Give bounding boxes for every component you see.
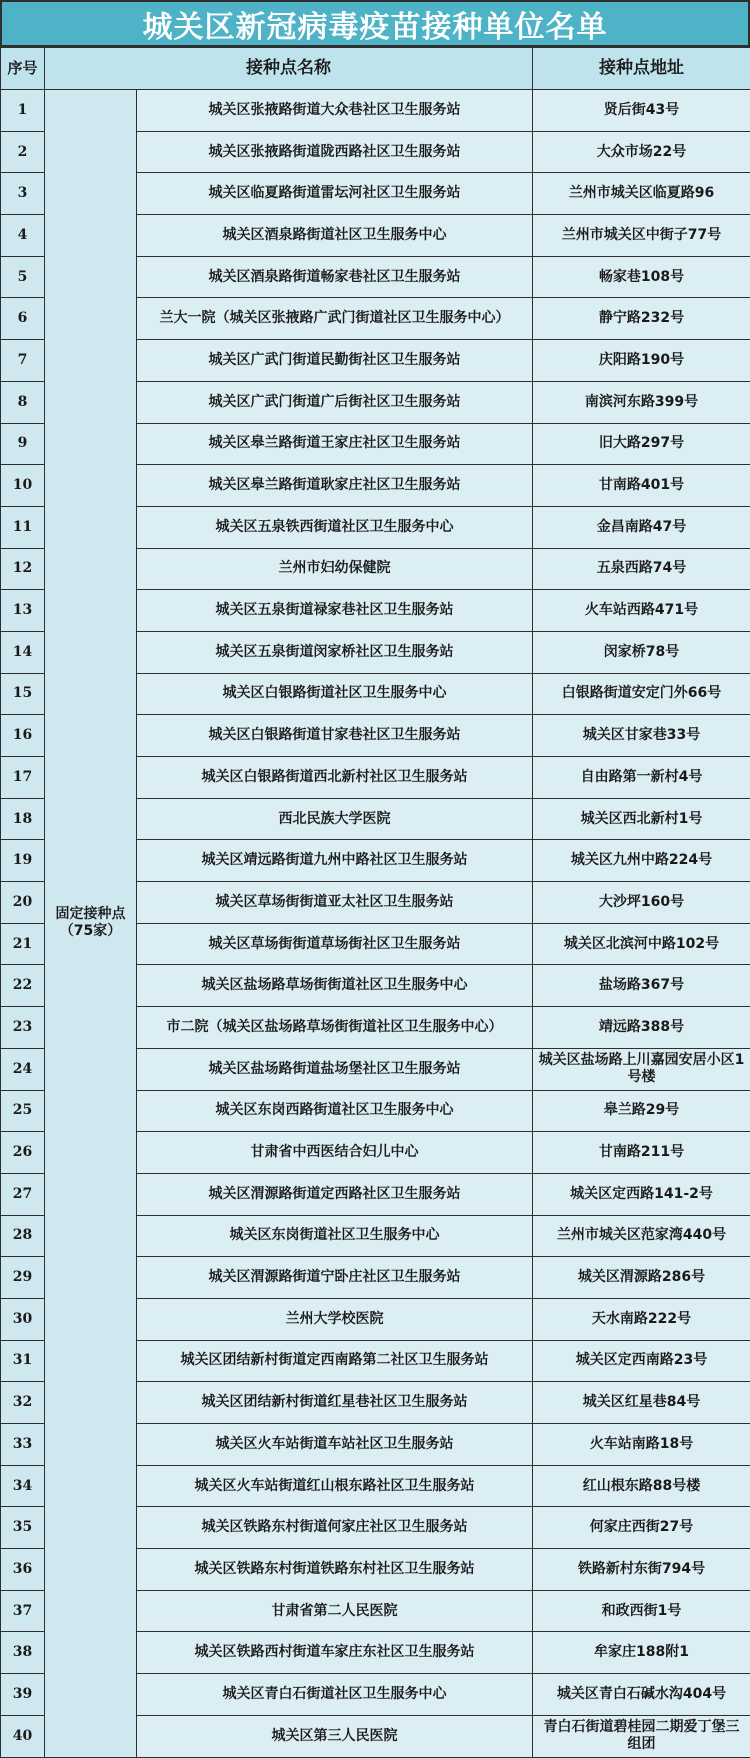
- row-seq: 22: [1, 965, 45, 1007]
- site-name: 甘肃省中西医结合妇儿中心: [137, 1132, 533, 1174]
- site-address: 贤后街43号: [533, 90, 750, 132]
- vaccination-sites-table: [0, 47, 750, 1758]
- site-address: 城关区北滨河中路102号: [533, 923, 750, 965]
- site-name: 兰大一院（城关区张掖路广武门街道社区卫生服务中心）: [137, 298, 533, 340]
- row-seq: 26: [1, 1132, 45, 1174]
- row-seq: 6: [1, 298, 45, 340]
- site-address: 兰州市城关区临夏路96: [533, 173, 750, 215]
- row-seq: 15: [1, 673, 45, 715]
- table-row: [1, 90, 750, 132]
- row-seq: 37: [1, 1590, 45, 1632]
- site-address: 庆阳路190号: [533, 340, 750, 382]
- site-address: 五泉西路74号: [533, 548, 750, 590]
- site-name: 城关区盐场路草场街街道社区卫生服务中心: [137, 965, 533, 1007]
- row-seq: 12: [1, 548, 45, 590]
- row-seq: 2: [1, 131, 45, 173]
- row-seq: 33: [1, 1424, 45, 1466]
- row-seq: 38: [1, 1632, 45, 1674]
- site-address: 城关区西北新村1号: [533, 798, 750, 840]
- site-address: 静宁路232号: [533, 298, 750, 340]
- site-name: 城关区团结新村街道定西南路第二社区卫生服务站: [137, 1340, 533, 1382]
- site-name: 城关区白银路街道西北新村社区卫生服务站: [137, 757, 533, 799]
- site-address: 大众市场22号: [533, 131, 750, 173]
- site-address: 南滨河东路399号: [533, 381, 750, 423]
- category-label: 固定接种点（75家）: [45, 90, 137, 1758]
- site-address: 城关区九州中路224号: [533, 840, 750, 882]
- site-address: 畅家巷108号: [533, 256, 750, 298]
- site-name: 兰州大学校医院: [137, 1298, 533, 1340]
- site-address: 城关区红星巷84号: [533, 1382, 750, 1424]
- site-name: 城关区五泉铁西街道社区卫生服务中心: [137, 506, 533, 548]
- row-seq: 29: [1, 1257, 45, 1299]
- site-address: 兰州市城关区中街子77号: [533, 215, 750, 257]
- row-seq: 24: [1, 1048, 45, 1090]
- site-name: 城关区临夏路街道雷坛河社区卫生服务站: [137, 173, 533, 215]
- site-name: 城关区渭源路街道宁卧庄社区卫生服务站: [137, 1257, 533, 1299]
- row-seq: 5: [1, 256, 45, 298]
- page-title: 城关区新冠病毒疫苗接种单位名单: [0, 0, 750, 47]
- row-seq: 32: [1, 1382, 45, 1424]
- site-address: 靖远路388号: [533, 1007, 750, 1049]
- site-name: 城关区广武门街道民勤街社区卫生服务站: [137, 340, 533, 382]
- row-seq: 7: [1, 340, 45, 382]
- site-address: 城关区甘家巷33号: [533, 715, 750, 757]
- site-name: 市二院（城关区盐场路草场街街道社区卫生服务中心）: [137, 1007, 533, 1049]
- site-name: 城关区酒泉路街道社区卫生服务中心: [137, 215, 533, 257]
- site-name: 城关区草场街街道草场街社区卫生服务站: [137, 923, 533, 965]
- site-address: 何家庄西街27号: [533, 1507, 750, 1549]
- row-seq: 18: [1, 798, 45, 840]
- site-name: 城关区青白石街道社区卫生服务中心: [137, 1674, 533, 1716]
- site-name: 甘肃省第二人民医院: [137, 1590, 533, 1632]
- header-name: 接种点名称: [45, 48, 533, 90]
- row-seq: 39: [1, 1674, 45, 1716]
- row-seq: 8: [1, 381, 45, 423]
- row-seq: 40: [1, 1715, 45, 1757]
- site-name: 城关区盐场路街道盐场堡社区卫生服务站: [137, 1048, 533, 1090]
- row-seq: 23: [1, 1007, 45, 1049]
- site-address: 大沙坪160号: [533, 882, 750, 924]
- row-seq: 3: [1, 173, 45, 215]
- row-seq: 36: [1, 1549, 45, 1591]
- row-seq: 13: [1, 590, 45, 632]
- site-name: 城关区白银路街道甘家巷社区卫生服务站: [137, 715, 533, 757]
- site-name: 西北民族大学医院: [137, 798, 533, 840]
- site-name: 城关区白银路街道社区卫生服务中心: [137, 673, 533, 715]
- site-name: 城关区皋兰路街道耿家庄社区卫生服务站: [137, 465, 533, 507]
- table-body: [1, 90, 750, 1758]
- site-name: 城关区酒泉路街道畅家巷社区卫生服务站: [137, 256, 533, 298]
- site-name: 城关区五泉街道闵家桥社区卫生服务站: [137, 631, 533, 673]
- site-address: 红山根东路88号楼: [533, 1465, 750, 1507]
- site-name: 城关区火车站街道红山根东路社区卫生服务站: [137, 1465, 533, 1507]
- site-name: 城关区广武门街道广后街社区卫生服务站: [137, 381, 533, 423]
- site-address: 自由路第一新村4号: [533, 757, 750, 799]
- site-address: 和政西街1号: [533, 1590, 750, 1632]
- site-name: 城关区五泉街道禄家巷社区卫生服务站: [137, 590, 533, 632]
- site-name: 城关区皋兰路街道王家庄社区卫生服务站: [137, 423, 533, 465]
- site-address: 铁路新村东街794号: [533, 1549, 750, 1591]
- row-seq: 19: [1, 840, 45, 882]
- site-name: 城关区张掖路街道陇西路社区卫生服务站: [137, 131, 533, 173]
- site-address: 闵家桥78号: [533, 631, 750, 673]
- header-row: [1, 48, 750, 90]
- row-seq: 21: [1, 923, 45, 965]
- site-address: 火车站西路471号: [533, 590, 750, 632]
- row-seq: 31: [1, 1340, 45, 1382]
- site-name: 城关区火车站街道车站社区卫生服务站: [137, 1424, 533, 1466]
- site-address: 天水南路222号: [533, 1298, 750, 1340]
- row-seq: 11: [1, 506, 45, 548]
- row-seq: 25: [1, 1090, 45, 1132]
- site-name: 兰州市妇幼保健院: [137, 548, 533, 590]
- site-address: 城关区青白石碱水沟404号: [533, 1674, 750, 1716]
- row-seq: 9: [1, 423, 45, 465]
- row-seq: 28: [1, 1215, 45, 1257]
- site-name: 城关区张掖路街道大众巷社区卫生服务站: [137, 90, 533, 132]
- site-name: 城关区渭源路街道定西路社区卫生服务站: [137, 1173, 533, 1215]
- header-address: 接种点地址: [533, 48, 750, 90]
- row-seq: 1: [1, 90, 45, 132]
- row-seq: 10: [1, 465, 45, 507]
- site-address: 牟家庄188附1: [533, 1632, 750, 1674]
- site-address: 盐场路367号: [533, 965, 750, 1007]
- site-address: 青白石街道碧桂园二期爱丁堡三组团: [533, 1715, 750, 1757]
- row-seq: 4: [1, 215, 45, 257]
- site-address: 城关区渭源路286号: [533, 1257, 750, 1299]
- site-name: 城关区草场街街道亚太社区卫生服务站: [137, 882, 533, 924]
- row-seq: 14: [1, 631, 45, 673]
- row-seq: 16: [1, 715, 45, 757]
- site-address: 甘南路401号: [533, 465, 750, 507]
- site-address: 城关区盐场路上川嘉园安居小区1号楼: [533, 1048, 750, 1090]
- site-name: 城关区第三人民医院: [137, 1715, 533, 1757]
- site-address: 城关区定西南路23号: [533, 1340, 750, 1382]
- site-address: 兰州市城关区范家湾440号: [533, 1215, 750, 1257]
- row-seq: 17: [1, 757, 45, 799]
- row-seq: 35: [1, 1507, 45, 1549]
- site-name: 城关区铁路东村街道铁路东村社区卫生服务站: [137, 1549, 533, 1591]
- site-address: 白银路街道安定门外66号: [533, 673, 750, 715]
- site-name: 城关区铁路西村街道车家庄东社区卫生服务站: [137, 1632, 533, 1674]
- header-seq: 序号: [1, 48, 45, 90]
- site-name: 城关区团结新村街道红星巷社区卫生服务站: [137, 1382, 533, 1424]
- site-address: 城关区定西路141-2号: [533, 1173, 750, 1215]
- row-seq: 27: [1, 1173, 45, 1215]
- row-seq: 20: [1, 882, 45, 924]
- row-seq: 30: [1, 1298, 45, 1340]
- site-address: 火车站南路18号: [533, 1424, 750, 1466]
- site-address: 旧大路297号: [533, 423, 750, 465]
- site-name: 城关区东岗西路街道社区卫生服务中心: [137, 1090, 533, 1132]
- site-address: 甘南路211号: [533, 1132, 750, 1174]
- row-seq: 34: [1, 1465, 45, 1507]
- site-address: 金昌南路47号: [533, 506, 750, 548]
- site-name: 城关区靖远路街道九州中路社区卫生服务站: [137, 840, 533, 882]
- site-name: 城关区铁路东村街道何家庄社区卫生服务站: [137, 1507, 533, 1549]
- site-address: 皋兰路29号: [533, 1090, 750, 1132]
- site-name: 城关区东岗街道社区卫生服务中心: [137, 1215, 533, 1257]
